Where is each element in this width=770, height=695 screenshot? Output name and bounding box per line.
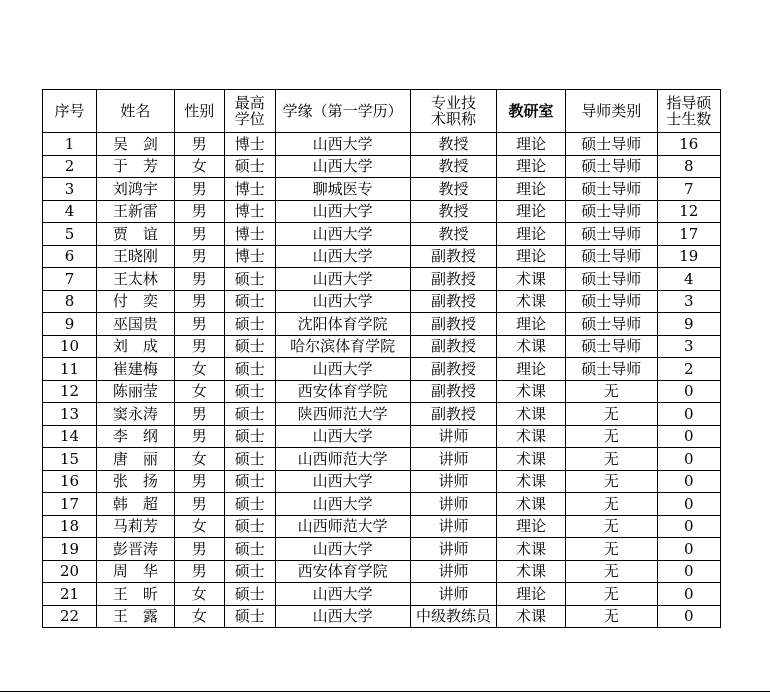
cell-department: 理论 bbox=[497, 200, 565, 223]
cell-title: 副教授 bbox=[410, 403, 497, 426]
cell-name: 窦永涛 bbox=[97, 403, 175, 426]
cell-index: 6 bbox=[43, 245, 97, 268]
table-row bbox=[43, 178, 721, 201]
cell-index: 17 bbox=[43, 493, 97, 516]
cell-index: 11 bbox=[43, 358, 97, 381]
cell-academic-origin: 山西大学 bbox=[275, 133, 410, 156]
cell-gender: 男 bbox=[174, 290, 224, 313]
cell-supervisor-type: 无 bbox=[565, 493, 657, 516]
cell-supervisor-type: 无 bbox=[565, 515, 657, 538]
cell-academic-origin: 山西大学 bbox=[275, 470, 410, 493]
table-row bbox=[43, 380, 721, 403]
cell-student-count: 0 bbox=[657, 515, 720, 538]
cell-supervisor-type: 无 bbox=[565, 403, 657, 426]
cell-student-count: 12 bbox=[657, 200, 720, 223]
cell-department: 术课 bbox=[497, 268, 565, 291]
cell-name: 付 奕 bbox=[97, 290, 175, 313]
cell-supervisor-type: 无 bbox=[565, 583, 657, 606]
cell-gender: 男 bbox=[174, 425, 224, 448]
cell-department: 术课 bbox=[497, 560, 565, 583]
cell-academic-origin: 山西大学 bbox=[275, 290, 410, 313]
cell-name: 王 昕 bbox=[97, 583, 175, 606]
cell-gender: 男 bbox=[174, 560, 224, 583]
cell-gender: 男 bbox=[174, 335, 224, 358]
cell-index: 21 bbox=[43, 583, 97, 606]
page-bottom-rule bbox=[0, 691, 770, 692]
cell-name: 贾 谊 bbox=[97, 223, 175, 246]
cell-supervisor-type: 无 bbox=[565, 605, 657, 628]
cell-gender: 男 bbox=[174, 493, 224, 516]
cell-degree: 硕士 bbox=[224, 583, 275, 606]
cell-index: 22 bbox=[43, 605, 97, 628]
cell-name: 王新雷 bbox=[97, 200, 175, 223]
cell-gender: 男 bbox=[174, 470, 224, 493]
table-row bbox=[43, 560, 721, 583]
cell-title: 教授 bbox=[410, 178, 497, 201]
cell-department: 理论 bbox=[497, 178, 565, 201]
cell-index: 5 bbox=[43, 223, 97, 246]
cell-student-count: 0 bbox=[657, 605, 720, 628]
cell-gender: 女 bbox=[174, 380, 224, 403]
cell-department: 术课 bbox=[497, 403, 565, 426]
cell-index: 13 bbox=[43, 403, 97, 426]
cell-department: 术课 bbox=[497, 335, 565, 358]
cell-index: 18 bbox=[43, 515, 97, 538]
table-row bbox=[43, 605, 721, 628]
cell-supervisor-type: 无 bbox=[565, 380, 657, 403]
cell-degree: 硕士 bbox=[224, 290, 275, 313]
cell-student-count: 16 bbox=[657, 133, 720, 156]
header-department: 教研室 bbox=[497, 90, 565, 133]
cell-degree: 硕士 bbox=[224, 425, 275, 448]
table-row bbox=[43, 155, 721, 178]
header-gender: 性别 bbox=[174, 90, 224, 133]
cell-degree: 硕士 bbox=[224, 268, 275, 291]
cell-degree: 硕士 bbox=[224, 470, 275, 493]
cell-index: 4 bbox=[43, 200, 97, 223]
cell-department: 理论 bbox=[497, 133, 565, 156]
cell-name: 唐 丽 bbox=[97, 448, 175, 471]
cell-index: 2 bbox=[43, 155, 97, 178]
cell-title: 副教授 bbox=[410, 245, 497, 268]
cell-title: 教授 bbox=[410, 200, 497, 223]
cell-title: 副教授 bbox=[410, 290, 497, 313]
cell-supervisor-type: 硕士导师 bbox=[565, 200, 657, 223]
cell-degree: 硕士 bbox=[224, 538, 275, 561]
cell-student-count: 4 bbox=[657, 268, 720, 291]
cell-academic-origin: 西安体育学院 bbox=[275, 560, 410, 583]
cell-supervisor-type: 硕士导师 bbox=[565, 133, 657, 156]
table-row bbox=[43, 403, 721, 426]
cell-title: 讲师 bbox=[410, 515, 497, 538]
faculty-table bbox=[42, 89, 721, 628]
cell-supervisor-type: 硕士导师 bbox=[565, 268, 657, 291]
cell-degree: 硕士 bbox=[224, 515, 275, 538]
cell-student-count: 0 bbox=[657, 583, 720, 606]
cell-student-count: 3 bbox=[657, 335, 720, 358]
cell-name: 彭晋涛 bbox=[97, 538, 175, 561]
table-row bbox=[43, 290, 721, 313]
cell-index: 20 bbox=[43, 560, 97, 583]
cell-department: 术课 bbox=[497, 493, 565, 516]
cell-student-count: 0 bbox=[657, 425, 720, 448]
cell-degree: 硕士 bbox=[224, 560, 275, 583]
cell-degree: 硕士 bbox=[224, 313, 275, 336]
cell-title: 副教授 bbox=[410, 380, 497, 403]
cell-supervisor-type: 无 bbox=[565, 470, 657, 493]
cell-supervisor-type: 硕士导师 bbox=[565, 358, 657, 381]
cell-degree: 博士 bbox=[224, 178, 275, 201]
cell-department: 理论 bbox=[497, 358, 565, 381]
cell-title: 副教授 bbox=[410, 268, 497, 291]
cell-title: 讲师 bbox=[410, 448, 497, 471]
cell-student-count: 0 bbox=[657, 403, 720, 426]
cell-academic-origin: 山西大学 bbox=[275, 268, 410, 291]
cell-department: 理论 bbox=[497, 155, 565, 178]
table-row bbox=[43, 493, 721, 516]
cell-gender: 女 bbox=[174, 583, 224, 606]
cell-name: 刘鸿宇 bbox=[97, 178, 175, 201]
cell-department: 术课 bbox=[497, 290, 565, 313]
cell-index: 8 bbox=[43, 290, 97, 313]
cell-gender: 女 bbox=[174, 448, 224, 471]
cell-title: 教授 bbox=[410, 133, 497, 156]
cell-academic-origin: 哈尔滨体育学院 bbox=[275, 335, 410, 358]
table-row bbox=[43, 133, 721, 156]
cell-degree: 硕士 bbox=[224, 403, 275, 426]
cell-supervisor-type: 无 bbox=[565, 538, 657, 561]
cell-name: 周 华 bbox=[97, 560, 175, 583]
table-row bbox=[43, 335, 721, 358]
cell-student-count: 0 bbox=[657, 448, 720, 471]
cell-student-count: 2 bbox=[657, 358, 720, 381]
cell-name: 吴 剑 bbox=[97, 133, 175, 156]
cell-supervisor-type: 硕士导师 bbox=[565, 313, 657, 336]
cell-index: 12 bbox=[43, 380, 97, 403]
cell-department: 理论 bbox=[497, 223, 565, 246]
cell-title: 副教授 bbox=[410, 313, 497, 336]
cell-supervisor-type: 硕士导师 bbox=[565, 245, 657, 268]
cell-supervisor-type: 硕士导师 bbox=[565, 155, 657, 178]
cell-academic-origin: 山西师范大学 bbox=[275, 515, 410, 538]
cell-name: 张 扬 bbox=[97, 470, 175, 493]
cell-academic-origin: 山西大学 bbox=[275, 538, 410, 561]
cell-degree: 硕士 bbox=[224, 448, 275, 471]
cell-gender: 女 bbox=[174, 155, 224, 178]
cell-title: 讲师 bbox=[410, 470, 497, 493]
cell-gender: 男 bbox=[174, 223, 224, 246]
cell-department: 术课 bbox=[497, 380, 565, 403]
cell-academic-origin: 山西大学 bbox=[275, 358, 410, 381]
table-row bbox=[43, 583, 721, 606]
cell-degree: 博士 bbox=[224, 133, 275, 156]
cell-department: 术课 bbox=[497, 470, 565, 493]
cell-academic-origin: 山西大学 bbox=[275, 223, 410, 246]
cell-index: 19 bbox=[43, 538, 97, 561]
cell-index: 1 bbox=[43, 133, 97, 156]
cell-student-count: 9 bbox=[657, 313, 720, 336]
cell-name: 巫国贵 bbox=[97, 313, 175, 336]
cell-student-count: 7 bbox=[657, 178, 720, 201]
header-student-count: 指导硕士生数 bbox=[657, 90, 720, 133]
cell-degree: 硕士 bbox=[224, 155, 275, 178]
cell-name: 陈丽莹 bbox=[97, 380, 175, 403]
table-row bbox=[43, 245, 721, 268]
cell-name: 韩 超 bbox=[97, 493, 175, 516]
cell-title: 讲师 bbox=[410, 538, 497, 561]
cell-degree: 硕士 bbox=[224, 493, 275, 516]
cell-gender: 女 bbox=[174, 605, 224, 628]
cell-title: 中级教练员 bbox=[410, 605, 497, 628]
table-row bbox=[43, 538, 721, 561]
table-row bbox=[43, 358, 721, 381]
cell-gender: 男 bbox=[174, 178, 224, 201]
cell-academic-origin: 山西师范大学 bbox=[275, 448, 410, 471]
cell-title: 讲师 bbox=[410, 583, 497, 606]
cell-student-count: 3 bbox=[657, 290, 720, 313]
cell-department: 术课 bbox=[497, 425, 565, 448]
table-row bbox=[43, 470, 721, 493]
cell-department: 理论 bbox=[497, 245, 565, 268]
cell-department: 术课 bbox=[497, 448, 565, 471]
cell-degree: 硕士 bbox=[224, 358, 275, 381]
cell-index: 3 bbox=[43, 178, 97, 201]
cell-gender: 女 bbox=[174, 358, 224, 381]
table-body bbox=[43, 133, 721, 628]
cell-title: 讲师 bbox=[410, 493, 497, 516]
cell-department: 理论 bbox=[497, 583, 565, 606]
table-row bbox=[43, 515, 721, 538]
cell-index: 9 bbox=[43, 313, 97, 336]
cell-academic-origin: 沈阳体育学院 bbox=[275, 313, 410, 336]
table-header-row bbox=[43, 90, 721, 133]
cell-gender: 女 bbox=[174, 515, 224, 538]
cell-supervisor-type: 无 bbox=[565, 448, 657, 471]
cell-index: 7 bbox=[43, 268, 97, 291]
cell-name: 马莉芳 bbox=[97, 515, 175, 538]
cell-academic-origin: 陕西师范大学 bbox=[275, 403, 410, 426]
header-title: 专业技术职称 bbox=[410, 90, 497, 133]
cell-academic-origin: 聊城医专 bbox=[275, 178, 410, 201]
cell-supervisor-type: 硕士导师 bbox=[565, 290, 657, 313]
cell-degree: 博士 bbox=[224, 245, 275, 268]
cell-degree: 硕士 bbox=[224, 605, 275, 628]
cell-department: 术课 bbox=[497, 538, 565, 561]
cell-degree: 博士 bbox=[224, 223, 275, 246]
cell-supervisor-type: 无 bbox=[565, 425, 657, 448]
cell-title: 副教授 bbox=[410, 335, 497, 358]
cell-gender: 男 bbox=[174, 133, 224, 156]
cell-gender: 男 bbox=[174, 403, 224, 426]
header-degree: 最高学位 bbox=[224, 90, 275, 133]
cell-gender: 男 bbox=[174, 313, 224, 336]
table-row bbox=[43, 448, 721, 471]
cell-student-count: 0 bbox=[657, 538, 720, 561]
cell-student-count: 0 bbox=[657, 380, 720, 403]
cell-academic-origin: 山西大学 bbox=[275, 245, 410, 268]
cell-name: 王太林 bbox=[97, 268, 175, 291]
cell-degree: 硕士 bbox=[224, 380, 275, 403]
cell-index: 14 bbox=[43, 425, 97, 448]
cell-supervisor-type: 硕士导师 bbox=[565, 223, 657, 246]
header-name: 姓名 bbox=[97, 90, 175, 133]
cell-degree: 博士 bbox=[224, 200, 275, 223]
cell-name: 崔建梅 bbox=[97, 358, 175, 381]
cell-title: 副教授 bbox=[410, 358, 497, 381]
cell-gender: 男 bbox=[174, 200, 224, 223]
cell-index: 10 bbox=[43, 335, 97, 358]
cell-gender: 男 bbox=[174, 245, 224, 268]
cell-academic-origin: 西安体育学院 bbox=[275, 380, 410, 403]
cell-supervisor-type: 硕士导师 bbox=[565, 335, 657, 358]
cell-student-count: 19 bbox=[657, 245, 720, 268]
cell-academic-origin: 山西大学 bbox=[275, 155, 410, 178]
cell-department: 理论 bbox=[497, 313, 565, 336]
cell-department: 术课 bbox=[497, 605, 565, 628]
header-academic-origin: 学缘（第一学历） bbox=[275, 90, 410, 133]
header-supervisor-type: 导师类别 bbox=[565, 90, 657, 133]
cell-name: 刘 成 bbox=[97, 335, 175, 358]
cell-title: 教授 bbox=[410, 223, 497, 246]
cell-name: 王 露 bbox=[97, 605, 175, 628]
cell-academic-origin: 山西大学 bbox=[275, 493, 410, 516]
cell-title: 教授 bbox=[410, 155, 497, 178]
cell-name: 于 芳 bbox=[97, 155, 175, 178]
cell-title: 讲师 bbox=[410, 560, 497, 583]
cell-department: 理论 bbox=[497, 515, 565, 538]
cell-title: 讲师 bbox=[410, 425, 497, 448]
table-row bbox=[43, 223, 721, 246]
cell-academic-origin: 山西大学 bbox=[275, 425, 410, 448]
table-row bbox=[43, 313, 721, 336]
cell-supervisor-type: 硕士导师 bbox=[565, 178, 657, 201]
cell-student-count: 8 bbox=[657, 155, 720, 178]
header-index: 序号 bbox=[43, 90, 97, 133]
table-row bbox=[43, 268, 721, 291]
cell-supervisor-type: 无 bbox=[565, 560, 657, 583]
cell-student-count: 0 bbox=[657, 560, 720, 583]
cell-academic-origin: 山西大学 bbox=[275, 583, 410, 606]
cell-index: 15 bbox=[43, 448, 97, 471]
cell-gender: 男 bbox=[174, 268, 224, 291]
cell-student-count: 0 bbox=[657, 470, 720, 493]
cell-academic-origin: 山西大学 bbox=[275, 605, 410, 628]
cell-academic-origin: 山西大学 bbox=[275, 200, 410, 223]
cell-gender: 男 bbox=[174, 538, 224, 561]
cell-student-count: 17 bbox=[657, 223, 720, 246]
table-row bbox=[43, 200, 721, 223]
cell-student-count: 0 bbox=[657, 493, 720, 516]
cell-index: 16 bbox=[43, 470, 97, 493]
cell-name: 王晓刚 bbox=[97, 245, 175, 268]
cell-degree: 硕士 bbox=[224, 335, 275, 358]
cell-name: 李 纲 bbox=[97, 425, 175, 448]
table-row bbox=[43, 425, 721, 448]
